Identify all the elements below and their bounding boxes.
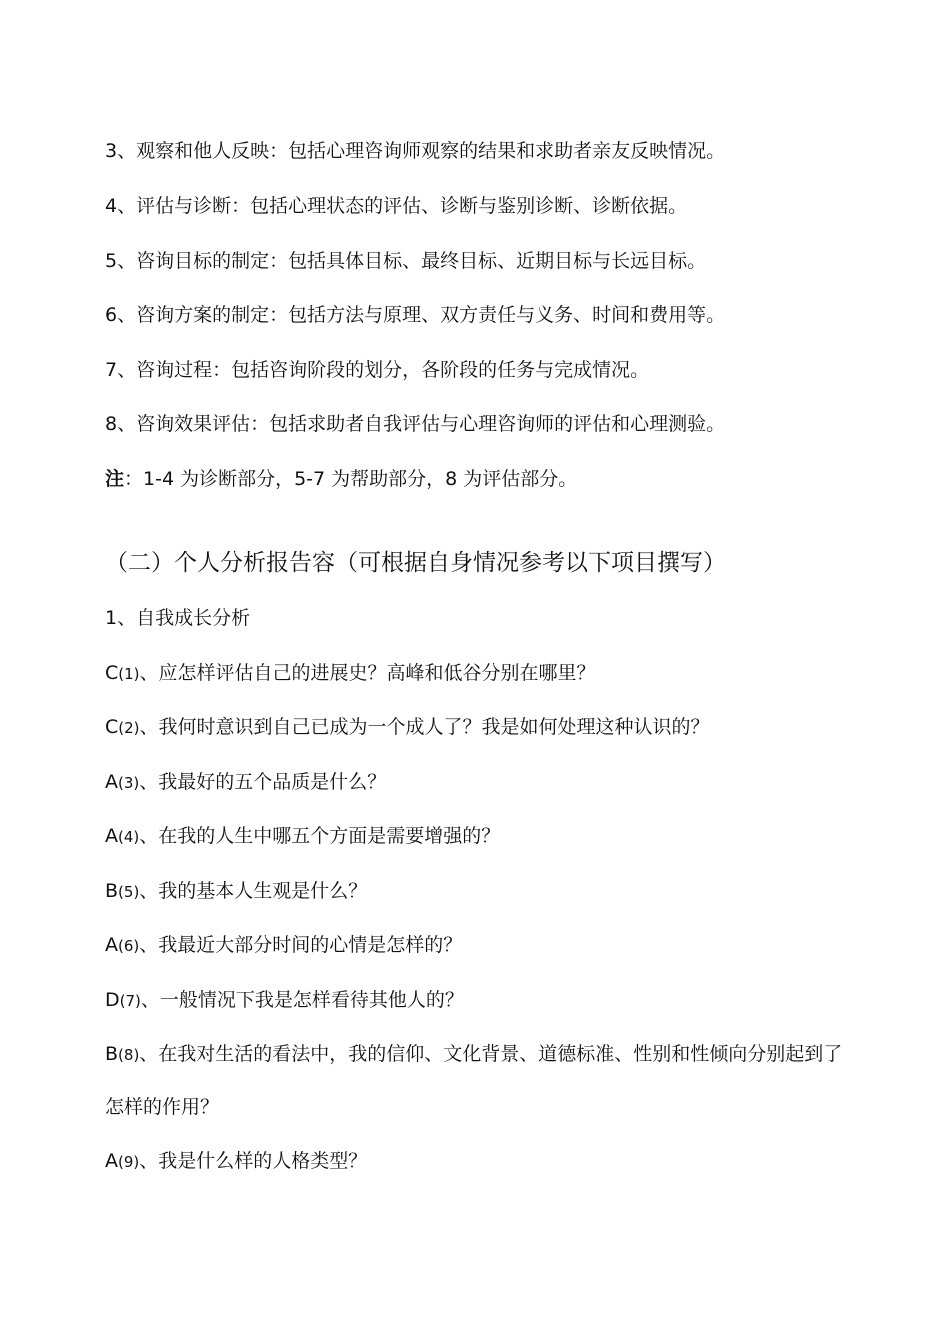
question-item xyxy=(105,714,865,741)
question-category: A xyxy=(105,771,118,793)
question-text: 、应怎样评估自己的进展史？高峰和低谷分别在哪里？ xyxy=(139,662,596,684)
question-category: B xyxy=(105,880,119,902)
question-category: A xyxy=(105,1150,118,1172)
question-category: C xyxy=(105,716,119,738)
question-category: C xyxy=(105,662,119,684)
question-text: 、我何时意识到自己已成为一个成人了？我是如何处理这种认识的？ xyxy=(139,716,710,738)
question-continuation: 怎样的作用？ xyxy=(105,1096,220,1118)
question-number: (9) xyxy=(118,1153,140,1171)
section-heading: （二）个人分析报告容（可根据自身情况参考以下项目撰写） xyxy=(105,550,726,576)
question-text: 、在我的人生中哪五个方面是需要增强的？ xyxy=(139,825,501,847)
list-item: 5、咨询目标的制定：包括具体目标、最终目标、近期目标与长远目标。 xyxy=(105,250,707,272)
question-number: (8) xyxy=(118,1046,140,1064)
question-item xyxy=(105,878,865,905)
question-item xyxy=(105,932,865,959)
list-item: 6、咨询方案的制定：包括方法与原理、双方责任与义务、时间和费用等。 xyxy=(105,304,726,326)
question-item xyxy=(105,769,865,796)
question-number: (5) xyxy=(118,883,140,901)
question-text: 、我是什么样的人格类型？ xyxy=(139,1150,368,1172)
question-number: (7) xyxy=(119,992,141,1010)
list-item: 3、观察和他人反映：包括心理咨询师观察的结果和求助者亲友反映情况。 xyxy=(105,140,726,162)
question-number: (1) xyxy=(118,665,140,683)
question-item xyxy=(105,823,865,850)
list-item: 7、咨询过程：包括咨询阶段的划分，各阶段的任务与完成情况。 xyxy=(105,359,650,381)
subsection-heading: 1、自我成长分析 xyxy=(105,607,251,629)
question-text: 、一般情况下我是怎样看待其他人的？ xyxy=(140,989,464,1011)
question-item xyxy=(105,1148,865,1175)
question-text: 、在我对生活的看法中，我的信仰、文化背景、道德标准、性别和性倾向分别起到了 xyxy=(139,1043,843,1065)
list-item: 4、评估与诊断：包括心理状态的评估、诊断与鉴别诊断、诊断依据。 xyxy=(105,195,688,217)
note-paragraph xyxy=(105,466,865,492)
note-label: 注 xyxy=(105,468,125,490)
question-item xyxy=(105,987,865,1014)
question-category: B xyxy=(105,1043,119,1065)
question-item xyxy=(105,1041,865,1068)
question-number: (3) xyxy=(118,774,140,792)
question-number: (6) xyxy=(118,937,140,955)
note-text: ：1-4 为诊断部分，5-7 为帮助部分，8 为评估部分。 xyxy=(124,468,578,490)
question-text: 、我最近大部分时间的心情是怎样的？ xyxy=(139,934,463,956)
question-item xyxy=(105,660,865,687)
question-text: 、我的基本人生观是什么？ xyxy=(139,880,368,902)
question-category: D xyxy=(105,989,120,1011)
list-item: 8、咨询效果评估：包括求助者自我评估与心理咨询师的评估和心理测验。 xyxy=(105,413,726,435)
question-number: (2) xyxy=(118,719,140,737)
question-text: 、我最好的五个品质是什么？ xyxy=(139,771,387,793)
question-category: A xyxy=(105,934,118,956)
question-category: A xyxy=(105,825,118,847)
question-number: (4) xyxy=(118,828,140,846)
